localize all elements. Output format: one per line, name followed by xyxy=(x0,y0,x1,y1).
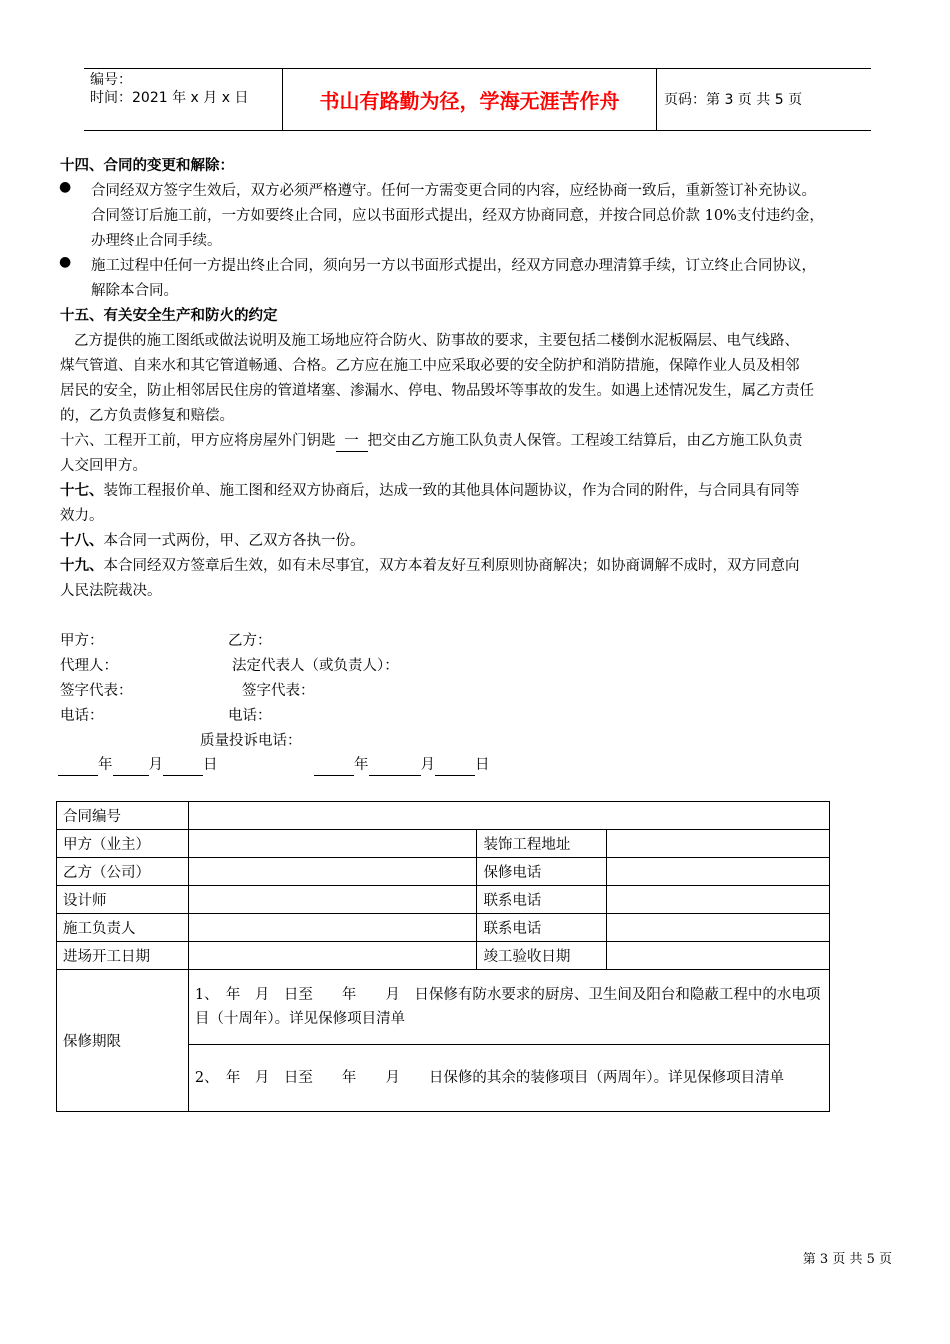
day-label: 日 xyxy=(203,757,218,773)
section-16-line2: 人交回甲方。 xyxy=(60,458,147,474)
section-19-line2: 人民法院裁决。 xyxy=(60,583,162,599)
warranty-item-2: 2、 年 月 日至 年 月 日保修的其余的装修项目（两周年）。详见保修项目清单 xyxy=(188,1045,829,1112)
construction-lead-label: 施工负责人 xyxy=(57,914,189,942)
year-label: 年 xyxy=(354,757,369,773)
warranty-phone-value xyxy=(607,858,830,886)
section-18-number: 十八、 xyxy=(60,532,104,549)
table-row xyxy=(57,858,830,886)
sign-rep-b-label: 签字代表： xyxy=(242,683,315,699)
section-14-b1-line3: 办理终止合同手续。 xyxy=(91,233,222,249)
section-15-line3: 居民的安全，防止相邻居民住房的管道堵塞、渗漏水、停电、物品毁坏等事故的发生。如遇上述情况发生，属乙方责任 xyxy=(60,383,814,399)
phone-b-label: 电话： xyxy=(228,708,272,724)
designer-label: 设计师 xyxy=(57,886,189,914)
month-label: 月 xyxy=(148,757,163,773)
bullet-icon: ● xyxy=(59,254,72,270)
section-14-b2-line1: 施工过程中任何一方提出终止合同，须向另一方以书面形式提出，经双方同意办理清算手续，订立终止合同协议， xyxy=(91,258,816,274)
party-b-company-value xyxy=(188,858,477,886)
warranty-period-label: 保修期限 xyxy=(57,970,189,1112)
section-19-text: 本合同经双方签章后生效，如有未尽事宜，双方本着友好互利原则协商解决；如协商调解不成时，双方同意向 xyxy=(103,558,800,574)
designer-value xyxy=(188,886,477,914)
table-row xyxy=(57,970,830,1045)
section-14-b1-line1: 合同经双方签字生效后，双方必须严格遵守。任何一方需变更合同的内容，应经协商一致后，重新签订补充协议。 xyxy=(91,183,816,199)
start-date-label: 进场开工日期 xyxy=(57,942,189,970)
day-label: 日 xyxy=(475,757,490,773)
acceptance-date-label: 竣工验收日期 xyxy=(477,942,607,970)
section-19-number: 十九、 xyxy=(60,557,104,574)
page-header xyxy=(84,68,871,131)
complaint-phone-label: 质量投诉电话： xyxy=(200,733,302,749)
table-row xyxy=(57,830,830,858)
warranty-phone-label: 保修电话 xyxy=(477,858,607,886)
contract-no-label: 合同编号 xyxy=(57,802,189,830)
table-row xyxy=(57,802,830,830)
date-line-a xyxy=(58,755,218,776)
contact-phone-value xyxy=(607,886,830,914)
section-17-line1 xyxy=(60,481,800,501)
section-17-text: 装饰工程报价单、施工图和经双方协商后，达成一致的其他具体问题协议，作为合同的附件，与合同具有同等 xyxy=(103,483,800,499)
table-row xyxy=(57,914,830,942)
section-15-line4: 的，乙方负责修复和赔偿。 xyxy=(60,408,234,424)
legal-rep-label: 法定代表人（或负责人）： xyxy=(232,658,399,674)
section-19-line1 xyxy=(60,556,800,576)
contact-phone-label: 联系电话 xyxy=(477,914,607,942)
section-18-text: 本合同一式两份，甲、乙双方各执一份。 xyxy=(103,533,365,549)
bullet-icon: ● xyxy=(59,179,72,195)
key-count-blank: 一 xyxy=(336,431,368,452)
agent-label: 代理人： xyxy=(60,658,118,674)
party-a-label: 甲方： xyxy=(60,633,104,649)
section-15-line1: 乙方提供的施工图纸或做法说明及施工场地应符合防火、防事故的要求，主要包括二楼倒水泥板隔层、电气线路、 xyxy=(74,333,799,349)
number-label: 编号： xyxy=(90,72,132,88)
project-address-label: 装饰工程地址 xyxy=(477,830,607,858)
section-15-line2: 煤气管道、自来水和其它管道畅通、合格。乙方应在施工中应采取必要的安全防护和消防措施，保障作业人员及相邻 xyxy=(60,358,800,374)
header-motto: 书山有路勤为径，学海无涯苦作舟 xyxy=(282,69,657,130)
table-row xyxy=(57,942,830,970)
project-address-value xyxy=(607,830,830,858)
party-b-company-label: 乙方（公司） xyxy=(57,858,189,886)
party-a-owner-label: 甲方（业主） xyxy=(57,830,189,858)
date-line-b xyxy=(314,755,490,776)
acceptance-date-value xyxy=(607,942,830,970)
section-14-title: 十四、合同的变更和解除： xyxy=(60,157,234,174)
section-14-b2-line2: 解除本合同。 xyxy=(91,283,178,299)
page-footer: 第 3 页 共 5 页 xyxy=(802,1252,892,1267)
phone-a-label: 电话： xyxy=(60,708,104,724)
party-b-label: 乙方： xyxy=(228,633,272,649)
section-14-b1-line2: 合同签订后施工前，一方如要终止合同，应以书面形式提出，经双方协商同意，并按合同总价款 10%支付违约金， xyxy=(91,208,824,224)
section-17-number: 十七、 xyxy=(60,482,104,499)
contact-phone-label: 联系电话 xyxy=(477,886,607,914)
time-label: 时间：2021 年 x 月 x 日 xyxy=(90,90,249,106)
contract-info-table xyxy=(56,801,830,1112)
section-18-line xyxy=(60,531,365,551)
contact-phone-value xyxy=(607,914,830,942)
start-date-value xyxy=(188,942,477,970)
section-17-line2: 效力。 xyxy=(60,508,104,524)
section-16-suffix: 把交由乙方施工队负责人保管。工程竣工结算后，由乙方施工队负责 xyxy=(367,433,803,449)
sign-rep-a-label: 签字代表： xyxy=(60,683,133,699)
year-label: 年 xyxy=(98,757,113,773)
party-a-owner-value xyxy=(188,830,477,858)
section-16-line1 xyxy=(60,431,803,452)
warranty-item-1: 1、 年 月 日至 年 月 日保修有防水要求的厨房、卫生间及阳台和隐蔽工程中的水电项目（十周年）。详见保修项目清单 xyxy=(188,970,829,1045)
header-page-label: 页码：第 3 页 共 5 页 xyxy=(664,92,803,108)
header-meta xyxy=(84,69,282,130)
month-label: 月 xyxy=(420,757,435,773)
contract-no-value xyxy=(188,802,829,830)
section-16-prefix: 十六、工程开工前，甲方应将房屋外门钥匙 xyxy=(60,433,336,449)
table-row xyxy=(57,886,830,914)
construction-lead-value xyxy=(188,914,477,942)
section-15-title: 十五、有关安全生产和防火的约定 xyxy=(60,307,278,324)
